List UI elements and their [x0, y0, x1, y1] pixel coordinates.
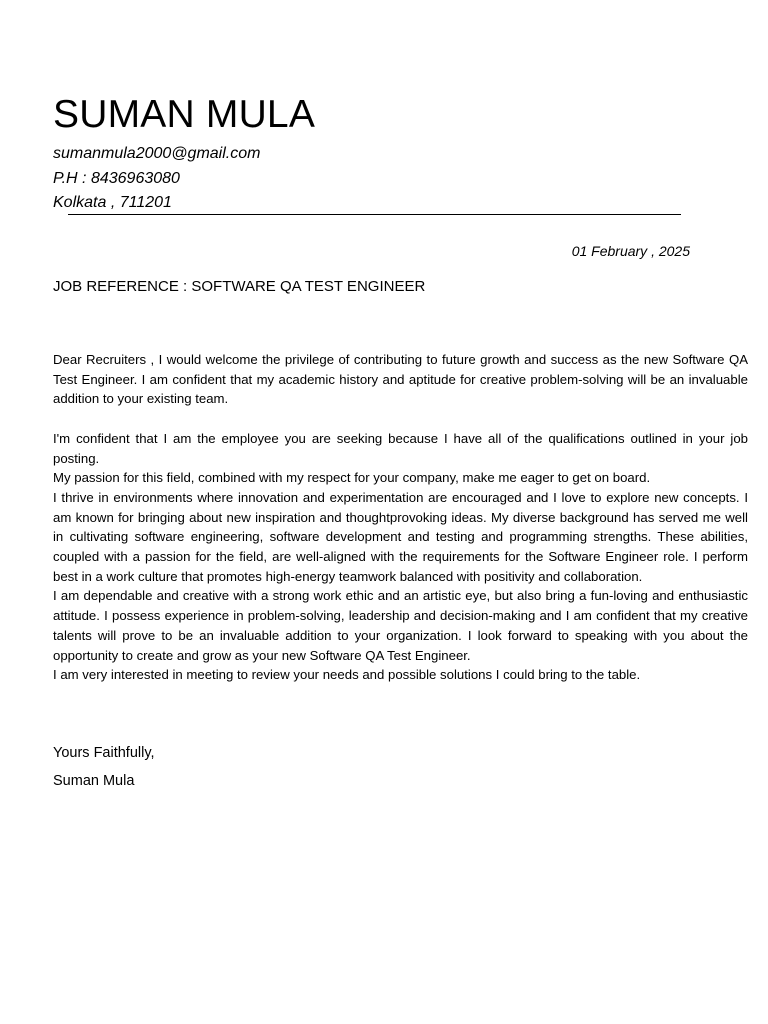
body-paragraph-innovation: I thrive in environments where innovation and experimentation are encouraged and I love to explore new concepts. I am known for bringing about new inspiration and thoughtprovoking ideas. My diverse background has served me well in cultivating software engineering, software development and testing and programming strengths. These abilities, coupled with a passion for the field, are well-aligned with the requirements for the Software Engineer role. I perform best in a work culture that promotes high-energy teamwork balanced with positivity and collaboration.: [53, 489, 748, 584]
body-paragraph-meeting: I am very interested in meeting to review your needs and possible solutions I could bring to the table.: [53, 667, 641, 683]
letter-body: [53, 350, 748, 685]
header-divider: [68, 214, 681, 215]
letter-date: 01 February , 2025: [571, 243, 690, 259]
body-paragraph-greeting: Dear Recruiters , I would welcome the privilege of contributing to future growth and success as the new Software QA Test Engineer. I am confident that my academic history and aptitude for creative problem-solving will be an invaluable addition to your existing team.: [53, 352, 748, 407]
applicant-name: SUMAN MULA: [53, 93, 316, 136]
applicant-phone: P.H : 8436963080: [53, 170, 180, 187]
applicant-email: sumanmula2000@gmail.com: [53, 145, 261, 162]
letter-signature: Suman Mula: [53, 773, 135, 789]
applicant-location: Kolkata , 711201: [53, 194, 172, 211]
job-reference: JOB REFERENCE : SOFTWARE QA TEST ENGINEER: [53, 278, 426, 295]
letter-closing: Yours Faithfully,: [53, 745, 155, 761]
body-paragraph-qualifications: I'm confident that I am the employee you are seeking because I have all of the qualifications outlined in your job posting.: [53, 430, 748, 466]
body-paragraph-passion: My passion for this field, combined with my respect for your company, make me eager to get on board.: [53, 470, 651, 486]
body-paragraph-dependable: I am dependable and creative with a strong work ethic and an artistic eye, but also bring a fun-loving and enthusiastic attitude. I possess experience in problem-solving, leadership and decision-making and I am confident that my creative talents will prove to be an invaluable addition to your organization. I look forward to speaking with you about the opportunity to create and grow as your new Software QA Test Engineer.: [53, 588, 748, 663]
